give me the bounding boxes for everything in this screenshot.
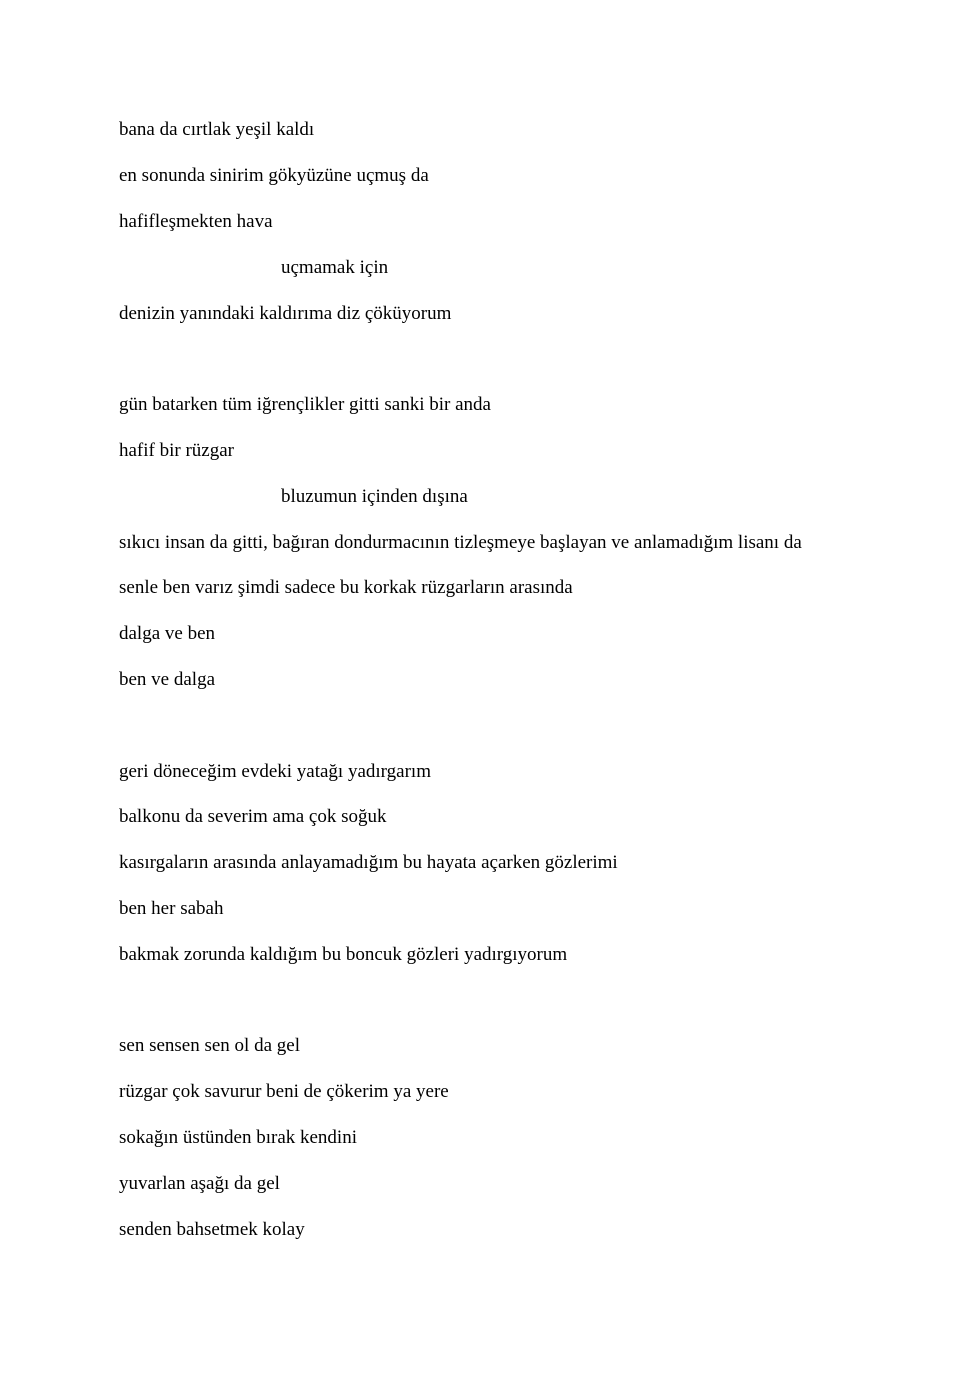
- poem-line: en sonunda sinirim gökyüzüne uçmuş da: [119, 165, 429, 186]
- poem-line: gün batarken tüm iğrençlikler gitti sanki bir anda: [119, 394, 491, 415]
- poem-line: ben her sabah: [119, 898, 224, 919]
- poem-line: hafif bir rüzgar: [119, 440, 234, 461]
- poem-line: ben ve dalga: [119, 669, 216, 690]
- poem-line: bakmak zorunda kaldığım bu boncuk gözleri yadırgıyorum: [119, 944, 568, 965]
- poem-line: sokağın üstünden bırak kendini: [119, 1127, 357, 1148]
- poem-line: rüzgar çok savurur beni de çökerim ya yere: [119, 1081, 449, 1102]
- poem-line: balkonu da severim ama çok soğuk: [119, 806, 387, 827]
- poem-line: geri döneceğim evdeki yatağı yadırgarım: [119, 761, 431, 782]
- poem-line: senle ben varız şimdi sadece bu korkak rüzgarların arasında: [119, 577, 573, 598]
- poem-line: sıkıcı insan da gitti, bağıran dondurmacının tizleşmeye başlayan ve anlamadığım lisanı da: [119, 532, 802, 553]
- poem-line-indented: uçmamak için: [281, 257, 389, 278]
- poem-line: denizin yanındaki kaldırıma diz çöküyorum: [119, 303, 452, 324]
- poem-line: sen sensen sen ol da gel: [119, 1035, 300, 1056]
- poem-line: hafifleşmekten hava: [119, 211, 273, 232]
- poem-line: dalga ve ben: [119, 623, 216, 644]
- poem-line: senden bahsetmek kolay: [119, 1219, 305, 1240]
- poem-line-indented: bluzumun içinden dışına: [281, 486, 468, 507]
- poem-line: yuvarlan aşağı da gel: [119, 1173, 280, 1194]
- poem-line: bana da cırtlak yeşil kaldı: [119, 119, 315, 140]
- poem-line: kasırgaların arasında anlayamadığım bu hayata açarken gözlerimi: [119, 852, 618, 873]
